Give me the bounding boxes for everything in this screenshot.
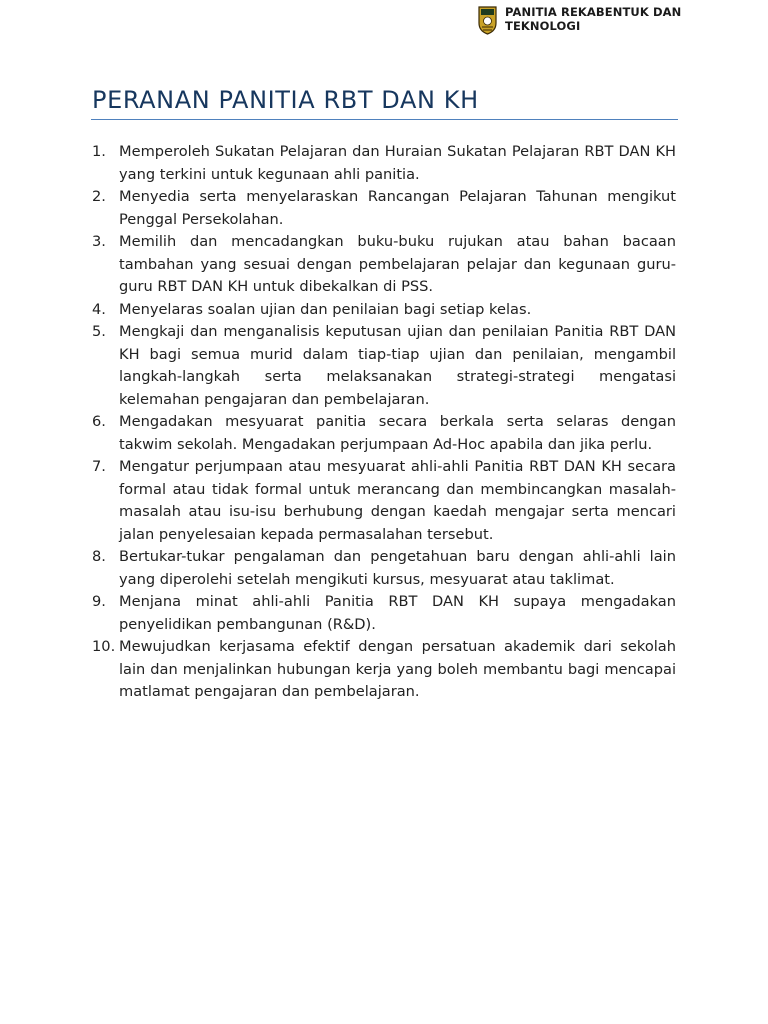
list-item-number: 9.	[92, 593, 106, 610]
list-item	[92, 141, 676, 186]
list-item	[92, 546, 676, 591]
list-item-number: 7.	[92, 458, 106, 475]
page-title: PERANAN PANITIA RBT DAN KH	[92, 86, 479, 114]
list-item-text: Menyedia serta menyelaraskan Rancangan Pelajaran Tahunan mengikut Penggal Persekolahan.	[119, 188, 676, 228]
list-item	[92, 299, 676, 322]
list-item-text: Mengkaji dan menganalisis keputusan ujian dan penilaian Panitia RBT DAN KH bagi semua murid dalam tiap-tiap ujian dan penilaian, mengambil langkah-langkah serta melaksanakan strategi-strategi mengatasi kelemahan pengajaran dan pembelajaran.	[119, 323, 676, 408]
org-name: PANITIA REKABENTUK DAN TEKNOLOGI	[505, 5, 682, 33]
roles-list	[92, 141, 676, 704]
list-item-number: 1.	[92, 143, 106, 160]
list-item	[92, 456, 676, 546]
list-item-number: 8.	[92, 548, 106, 565]
list-item	[92, 231, 676, 299]
page-header	[478, 5, 715, 35]
list-item-number: 4.	[92, 300, 106, 318]
list-item-text: Menyelaras soalan ujian dan penilaian bagi setiap kelas.	[119, 300, 532, 318]
list-item-number: 2.	[92, 188, 106, 205]
list-item-text: Bertukar-tukar pengalaman dan pengetahuan baru dengan ahli-ahli lain yang diperolehi setelah mengikuti kursus, mesyuarat atau taklimat.	[119, 548, 676, 588]
list-item	[92, 636, 676, 704]
school-crest-icon	[478, 6, 497, 35]
list-item	[92, 411, 676, 456]
list-item	[92, 321, 676, 411]
list-item-text: Menjana minat ahli-ahli Panitia RBT DAN KH supaya mengadakan penyelidikan pembangunan (R&D).	[119, 593, 676, 633]
list-item-number: 3.	[92, 233, 106, 250]
list-item-text: Mengatur perjumpaan atau mesyuarat ahli-ahli Panitia RBT DAN KH secara formal atau tidak formal untuk merancang dan membincangkan masalah-masalah atau isu-isu berhubung dengan kaedah mengajar serta mencari jalan penyelesaian kepada permasalahan tersebut.	[119, 458, 676, 543]
list-item-text: Mewujudkan kerjasama efektif dengan persatuan akademik dari sekolah lain dan menjalinkan hubungan kerja yang boleh membantu bagi mencapai matlamat pengajaran dan pembelajaran.	[119, 638, 676, 700]
list-item-number: 5.	[92, 323, 106, 340]
list-item-number: 10.	[92, 638, 116, 655]
list-item-number: 6.	[92, 413, 106, 430]
list-item	[92, 591, 676, 636]
list-item-text: Memperoleh Sukatan Pelajaran dan Huraian Sukatan Pelajaran RBT DAN KH yang terkini untuk kegunaan ahli panitia.	[119, 143, 676, 183]
list-item-text: Memilih dan mencadangkan buku-buku rujukan atau bahan bacaan tambahan yang sesuai dengan pembelajaran pelajar dan kegunaan guru-guru RBT DAN KH untuk dibekalkan di PSS.	[119, 233, 676, 295]
list-item-text: Mengadakan mesyuarat panitia secara berkala serta selaras dengan takwim sekolah. Mengadakan perjumpaan Ad-Hoc apabila dan jika perlu.	[119, 413, 676, 453]
title-divider	[91, 119, 678, 120]
list-item	[92, 186, 676, 231]
